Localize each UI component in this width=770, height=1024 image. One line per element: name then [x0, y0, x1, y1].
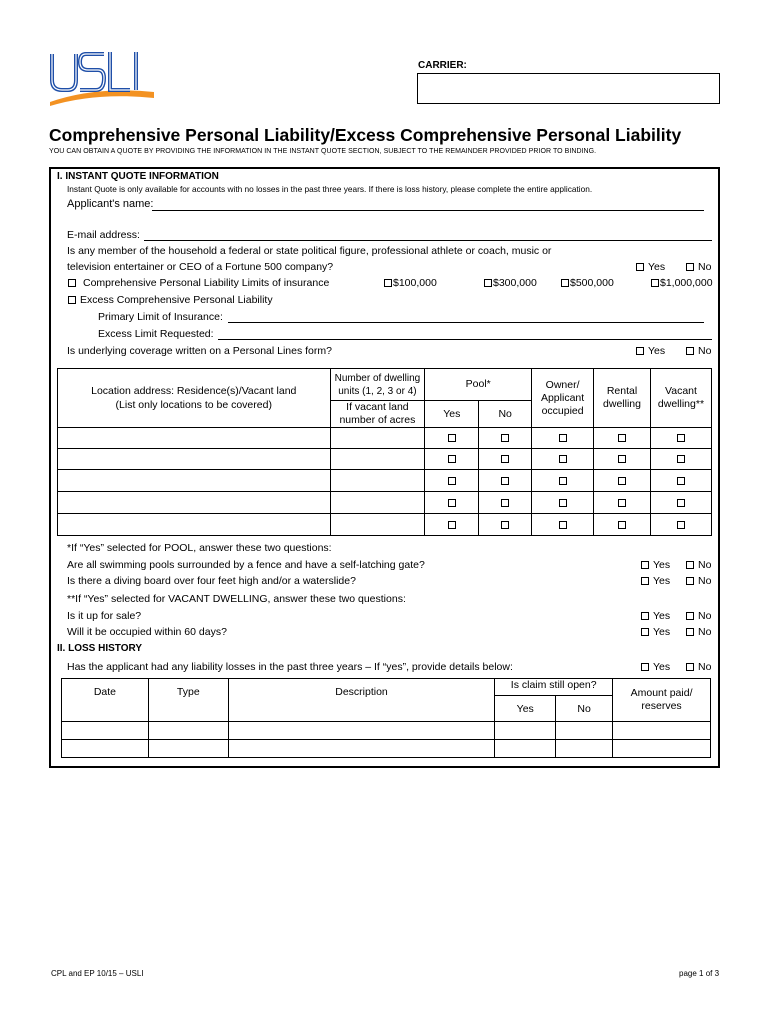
sale-yes[interactable]: Yes	[641, 610, 670, 622]
primary-limit-input[interactable]	[228, 322, 704, 323]
col-header-address: Location address: Residence(s)/Vacant land (List only locations to be covered)	[58, 369, 331, 428]
loss-yes[interactable]: Yes	[641, 661, 670, 673]
pool-yes-checkbox[interactable]	[448, 477, 456, 485]
units-cell[interactable]	[330, 514, 425, 536]
underlying-question: Is underlying coverage written on a Personal Lines form?	[67, 345, 332, 357]
address-cell[interactable]	[58, 492, 331, 514]
col-header-acres: If vacant land number of acres	[330, 401, 425, 428]
checkbox-icon	[641, 663, 649, 671]
location-row	[58, 470, 712, 492]
limit-500000[interactable]: $500,000	[561, 277, 614, 289]
col-header-owner: Owner/ Applicant occupied	[532, 369, 594, 428]
date-cell[interactable]	[62, 722, 149, 740]
cpl-checkbox[interactable]: Comprehensive Personal Liability Limits of insurance	[68, 277, 329, 289]
applicant-input[interactable]	[152, 210, 704, 211]
checkbox-icon	[561, 279, 569, 287]
checkbox-icon	[641, 628, 649, 636]
checkbox-icon	[641, 561, 649, 569]
owner-checkbox[interactable]	[559, 434, 567, 442]
vacant-checkbox[interactable]	[677, 477, 685, 485]
claim-no-cell[interactable]	[556, 722, 613, 740]
col-header-claim-no: No	[556, 696, 613, 722]
checkbox-icon	[641, 577, 649, 585]
page-number: page 1 of 3	[679, 969, 720, 978]
checkbox-icon	[484, 279, 492, 287]
section1-heading: I. INSTANT QUOTE INFORMATION	[57, 171, 219, 182]
checkbox-icon	[68, 296, 76, 304]
checkbox-icon	[686, 577, 694, 585]
location-row	[58, 449, 712, 470]
rental-checkbox[interactable]	[618, 455, 626, 463]
owner-checkbox[interactable]	[559, 455, 567, 463]
units-cell[interactable]	[330, 449, 425, 470]
address-cell[interactable]	[58, 428, 331, 449]
pool-no-checkbox[interactable]	[501, 477, 509, 485]
amount-cell[interactable]	[613, 740, 711, 758]
limit-300000[interactable]: $300,000	[484, 277, 537, 289]
carrier-label: CARRIER:	[418, 60, 467, 71]
col-header-pool: Pool*	[425, 369, 532, 401]
pool-yes-checkbox[interactable]	[448, 521, 456, 529]
pool-no-checkbox[interactable]	[501, 434, 509, 442]
date-cell[interactable]	[62, 740, 149, 758]
rental-checkbox[interactable]	[618, 434, 626, 442]
underlying-no[interactable]: No	[686, 345, 711, 357]
email-input[interactable]	[144, 240, 712, 241]
rental-checkbox[interactable]	[618, 499, 626, 507]
limit-1000000[interactable]: $1,000,000	[651, 277, 713, 289]
loss-history-table	[61, 678, 711, 758]
excess-requested-input[interactable]	[218, 339, 712, 340]
pool-no-checkbox[interactable]	[501, 521, 509, 529]
col-header-date: Date	[62, 679, 149, 722]
occupied-no[interactable]: No	[686, 626, 711, 638]
claim-no-cell[interactable]	[556, 740, 613, 758]
political-no[interactable]: No	[686, 261, 711, 273]
sale-no[interactable]: No	[686, 610, 711, 622]
usli-logo	[46, 50, 158, 106]
checkbox-icon	[636, 347, 644, 355]
pool-yes-checkbox[interactable]	[448, 455, 456, 463]
underlying-yes[interactable]: Yes	[636, 345, 665, 357]
checkbox-icon	[686, 561, 694, 569]
location-row	[58, 428, 712, 449]
checkbox-icon	[384, 279, 392, 287]
excess-checkbox[interactable]: Excess Comprehensive Personal Liability	[68, 294, 273, 306]
limit-100000[interactable]: $100,000	[384, 277, 437, 289]
rental-checkbox[interactable]	[618, 521, 626, 529]
vacant-questions-intro: **If “Yes” selected for VACANT DWELLING, answer these two questions:	[67, 593, 406, 605]
col-header-vacant: Vacant dwelling**	[650, 369, 711, 428]
col-header-type: Type	[148, 679, 228, 722]
checkbox-icon	[686, 263, 694, 271]
section2-heading: II. LOSS HISTORY	[57, 643, 143, 654]
checkbox-icon	[686, 347, 694, 355]
checkbox-icon	[636, 263, 644, 271]
checkbox-icon	[68, 279, 76, 287]
rental-checkbox[interactable]	[618, 477, 626, 485]
owner-checkbox[interactable]	[559, 521, 567, 529]
political-yes[interactable]: Yes	[636, 261, 665, 273]
col-header-pool-no: No	[479, 401, 532, 428]
page-subtitle: YOU CAN OBTAIN A QUOTE BY PROVIDING THE INFORMATION IN THE INSTANT QUOTE SECTION, SUBJECT TO THE REMAINDER PROVIDED PRIOR TO BINDING.	[49, 148, 597, 155]
pool-question-fence: Are all swimming pools surrounded by a fence and have a self-latching gate?	[67, 559, 425, 571]
claim-yes-cell[interactable]	[495, 740, 556, 758]
checkbox-icon	[686, 612, 694, 620]
section1-note: Instant Quote is only available for accounts with no losses in the past three years. If there is loss history, please complete the entire application.	[67, 184, 593, 194]
pool-yes-checkbox[interactable]	[448, 434, 456, 442]
vacant-checkbox[interactable]	[677, 499, 685, 507]
col-header-claim-yes: Yes	[495, 696, 556, 722]
vacant-question-sale: Is it up for sale?	[67, 610, 142, 622]
checkbox-icon	[651, 279, 659, 287]
diving-no[interactable]: No	[686, 575, 711, 587]
address-cell[interactable]	[58, 449, 331, 470]
col-header-claim-open: Is claim still open?	[495, 679, 613, 696]
vacant-checkbox[interactable]	[677, 521, 685, 529]
owner-checkbox[interactable]	[559, 499, 567, 507]
col-header-rental: Rental dwelling	[594, 369, 651, 428]
vacant-checkbox[interactable]	[677, 434, 685, 442]
pool-question-diving: Is there a diving board over four feet high and/or a waterslide?	[67, 575, 356, 587]
checkbox-icon	[641, 612, 649, 620]
email-label: E-mail address:	[67, 229, 140, 241]
amount-cell[interactable]	[613, 722, 711, 740]
applicant-label: Applicant's name:	[67, 198, 154, 210]
locations-table	[57, 368, 712, 536]
description-cell[interactable]	[228, 722, 495, 740]
loss-no[interactable]: No	[686, 661, 711, 673]
col-header-amount: Amount paid/ reserves	[613, 679, 711, 722]
loss-row	[62, 740, 711, 758]
vacant-question-occupied: Will it be occupied within 60 days?	[67, 626, 227, 638]
loss-row	[62, 722, 711, 740]
diving-yes[interactable]: Yes	[641, 575, 670, 587]
carrier-input[interactable]	[417, 73, 720, 104]
pool-no-checkbox[interactable]	[501, 455, 509, 463]
excess-requested-label: Excess Limit Requested:	[98, 328, 214, 340]
location-row	[58, 514, 712, 536]
pool-questions-intro: *If “Yes” selected for POOL, answer these two questions:	[67, 542, 332, 554]
type-cell[interactable]	[148, 740, 228, 758]
address-cell[interactable]	[58, 514, 331, 536]
col-header-pool-yes: Yes	[425, 401, 479, 428]
col-header-units: Number of dwelling units (1, 2, 3 or 4)	[330, 369, 425, 401]
units-cell[interactable]	[330, 428, 425, 449]
fence-yes[interactable]: Yes	[641, 559, 670, 571]
location-row	[58, 492, 712, 514]
col-header-description: Description	[228, 679, 495, 722]
fence-no[interactable]: No	[686, 559, 711, 571]
description-cell[interactable]	[228, 740, 495, 758]
pool-yes-checkbox[interactable]	[448, 499, 456, 507]
occupied-yes[interactable]: Yes	[641, 626, 670, 638]
address-cell[interactable]	[58, 470, 331, 492]
units-cell[interactable]	[330, 492, 425, 514]
checkbox-icon	[686, 663, 694, 671]
units-cell[interactable]	[330, 470, 425, 492]
loss-history-question: Has the applicant had any liability losses in the past three years – If “yes”, provide details below:	[67, 661, 513, 673]
page-title: Comprehensive Personal Liability/Excess Comprehensive Personal Liability	[49, 125, 682, 145]
type-cell[interactable]	[148, 722, 228, 740]
form-id: CPL and EP 10/15 – USLI	[51, 969, 144, 978]
primary-limit-label: Primary Limit of Insurance:	[98, 311, 223, 323]
owner-checkbox[interactable]	[559, 477, 567, 485]
pool-no-checkbox[interactable]	[501, 499, 509, 507]
claim-yes-cell[interactable]	[495, 722, 556, 740]
political-question-2: television entertainer or CEO of a Fortune 500 company?	[67, 261, 334, 273]
vacant-checkbox[interactable]	[677, 455, 685, 463]
checkbox-icon	[686, 628, 694, 636]
political-question-1: Is any member of the household a federal or state political figure, professional athlete or coach, music or	[67, 245, 552, 257]
